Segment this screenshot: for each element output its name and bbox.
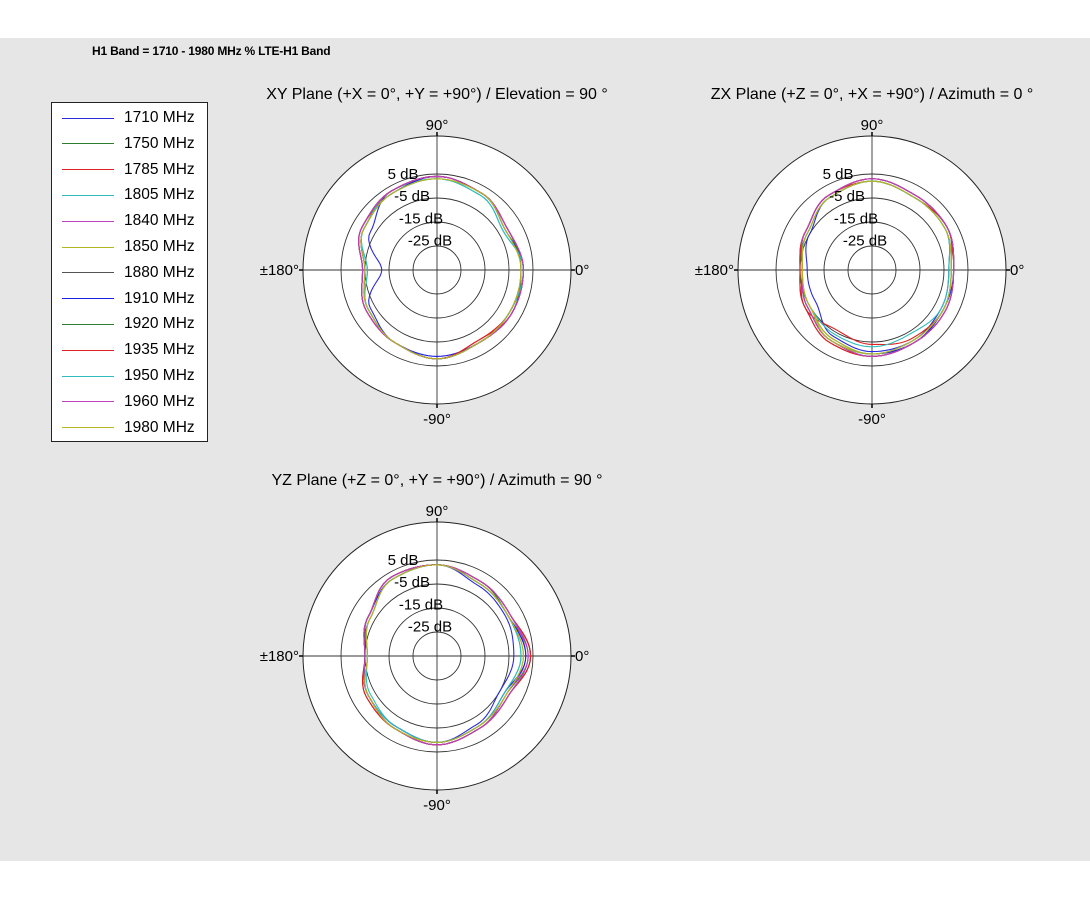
band-title: H1 Band = 1710 - 1980 MHz % LTE-H1 Band [92, 44, 331, 58]
legend-swatch [62, 118, 114, 119]
angle-label-180: ±180° [694, 262, 734, 279]
legend-label: 1840 MHz [124, 212, 195, 230]
legend-swatch [62, 427, 114, 428]
legend-swatch [62, 272, 114, 273]
angle-label-minus-90: -90° [858, 411, 886, 428]
legend-item [62, 131, 207, 157]
angle-label-90: 90° [860, 117, 884, 134]
legend-label: 1910 MHz [124, 289, 195, 307]
zx-plane-title: ZX Plane (+Z = 0°, +X = +90°) / Azimuth = 0 ° [710, 86, 1034, 103]
angle-label-minus-90: -90° [423, 797, 451, 814]
angle-label-90: 90° [425, 117, 449, 134]
radial-tick-label: 5 dB [387, 551, 419, 569]
legend-swatch [62, 298, 114, 299]
legend-item [62, 260, 207, 286]
zx-plane-polar-chart [694, 110, 1032, 430]
legend-label: 1950 MHz [124, 367, 195, 384]
legend-swatch [62, 401, 114, 402]
legend-label: 1880 MHz [124, 263, 195, 281]
legend-item [62, 234, 207, 260]
legend-item [62, 337, 207, 363]
radial-tick-label: -25 dB [842, 232, 888, 250]
legend-item [62, 389, 207, 415]
radial-tick-label: -5 dB [829, 188, 865, 206]
legend-swatch [62, 143, 114, 144]
xy-plane-title: XY Plane (+X = 0°, +Y = +90°) / Elevation = 90 ° [266, 86, 608, 103]
legend-label: 1920 MHz [124, 315, 195, 333]
legend-swatch [62, 169, 114, 170]
radial-tick-label: 5 dB [822, 165, 854, 183]
legend-item [62, 286, 207, 312]
legend-item [62, 363, 207, 389]
legend-label: 1785 MHz [124, 160, 195, 178]
radial-tick-label: 5 dB [387, 165, 419, 183]
legend-swatch [62, 324, 114, 325]
legend-item [62, 311, 207, 337]
angle-label-minus-90: -90° [423, 411, 451, 428]
angle-label-0: 0° [575, 648, 590, 665]
angle-label-90: 90° [425, 503, 449, 520]
radial-tick-label: -25 dB [407, 232, 453, 250]
angle-label-180: ±180° [259, 648, 299, 665]
xy-plane-polar-chart [259, 110, 597, 430]
legend-item [62, 157, 207, 183]
radial-tick-label: -5 dB [394, 188, 430, 206]
legend-item [62, 105, 207, 131]
legend-swatch [62, 195, 114, 196]
radial-tick-label: -25 dB [407, 618, 453, 636]
radial-tick-label: -15 dB [833, 210, 879, 228]
legend-label: 1805 MHz [124, 186, 195, 204]
legend-swatch [62, 350, 114, 351]
legend-label: 1935 MHz [124, 341, 195, 359]
angle-label-0: 0° [1010, 262, 1025, 279]
radial-tick-label: -15 dB [398, 596, 444, 614]
radial-tick-label: -5 dB [394, 574, 430, 592]
legend-label: 1710 MHz [124, 109, 195, 126]
legend-label: 1750 MHz [124, 134, 195, 152]
radial-tick-label: -15 dB [398, 210, 444, 228]
yz-plane-title: YZ Plane (+Z = 0°, +Y = +90°) / Azimuth = 90 ° [271, 472, 603, 489]
legend-swatch [62, 221, 114, 222]
legend-label: 1960 MHz [124, 392, 195, 410]
legend-item [62, 182, 207, 208]
legend-swatch [62, 376, 114, 377]
legend-swatch [62, 247, 114, 248]
angle-label-0: 0° [575, 262, 590, 279]
legend-item [62, 415, 207, 441]
angle-label-180: ±180° [259, 262, 299, 279]
legend-item [62, 208, 207, 234]
legend-label: 1980 MHz [124, 418, 195, 436]
legend-label: 1850 MHz [124, 238, 195, 255]
legend [51, 102, 208, 442]
yz-plane-polar-chart [259, 496, 597, 816]
